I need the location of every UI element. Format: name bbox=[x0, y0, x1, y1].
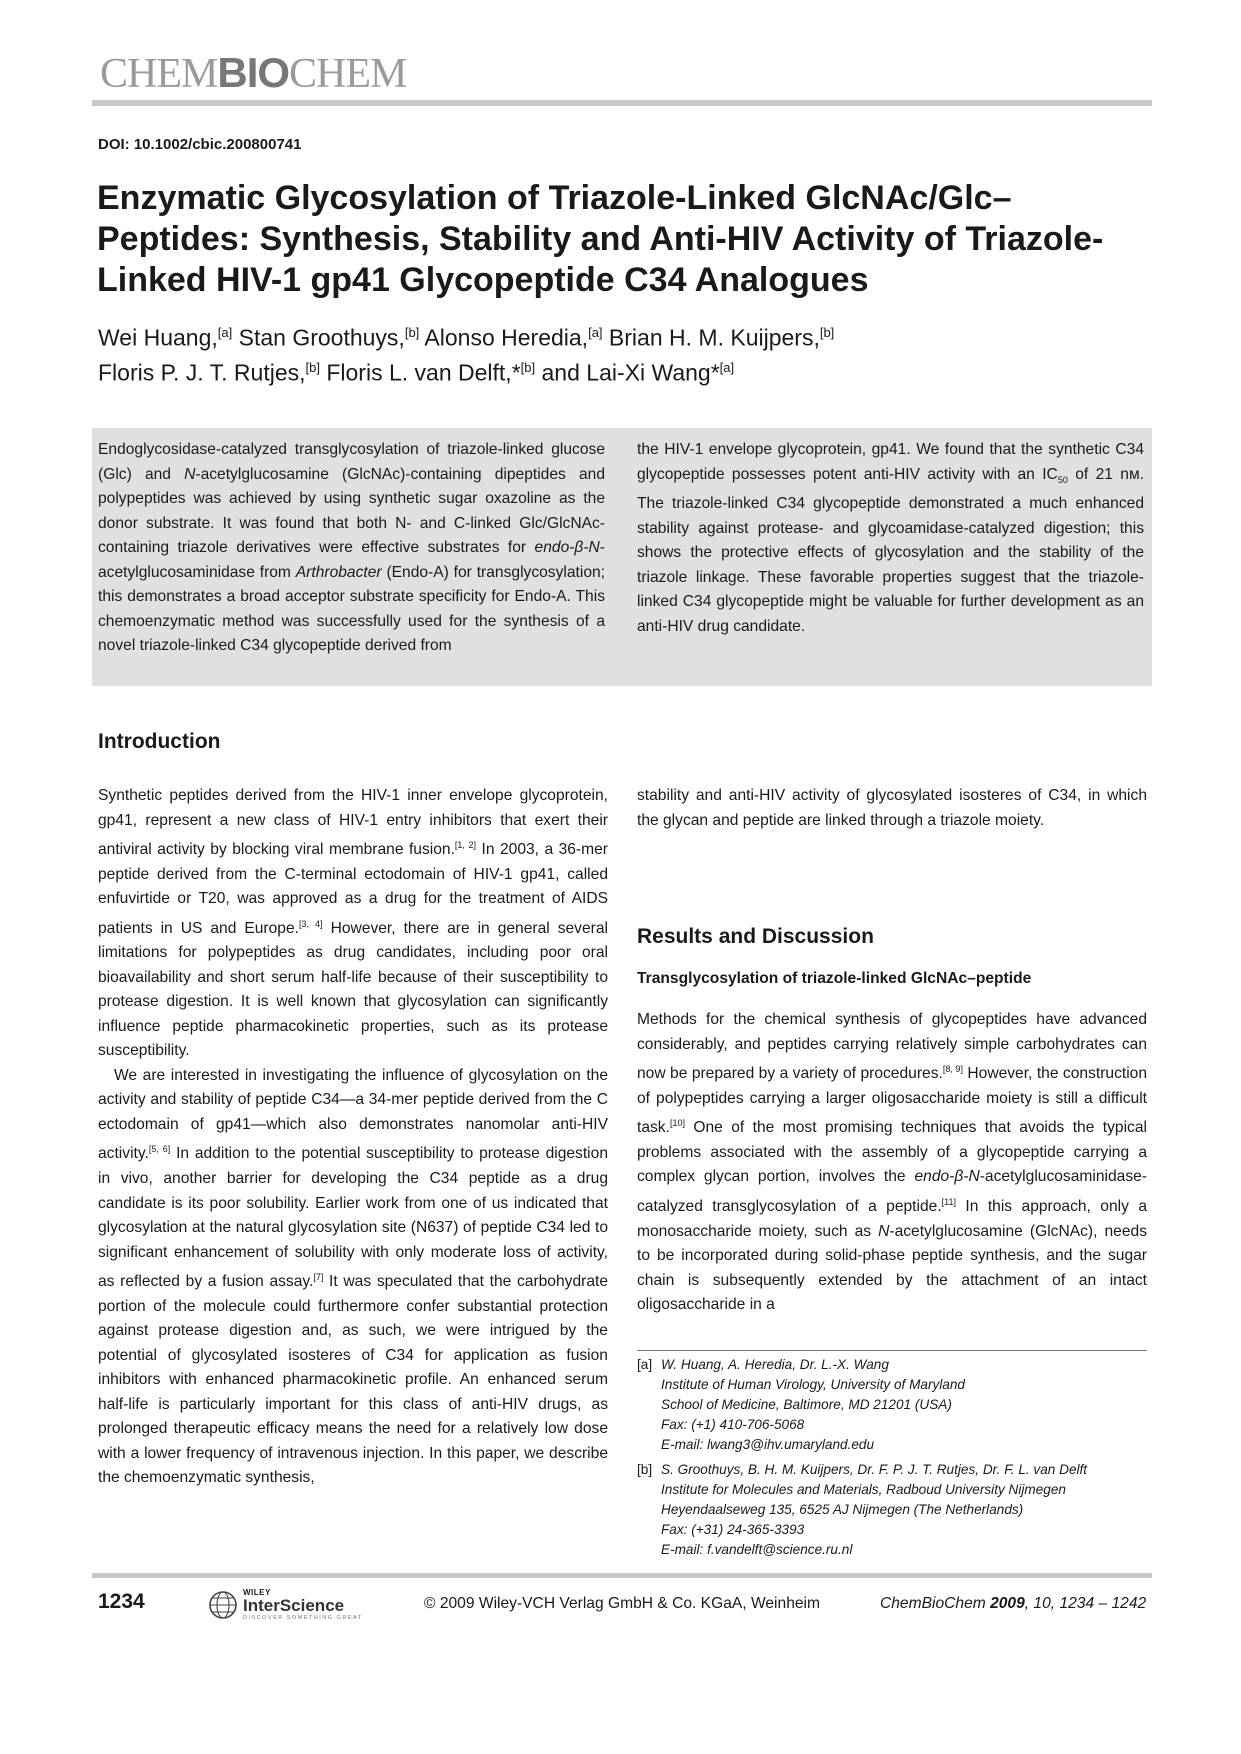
globe-icon bbox=[207, 1589, 239, 1621]
paragraph-italic: endo-β-N bbox=[914, 1168, 980, 1186]
author-name: Floris L. van Delft,* bbox=[319, 359, 521, 386]
journal-logo-part1: CHEM bbox=[100, 51, 218, 97]
affiliation-line: W. Huang, A. Heredia, Dr. L.-X. Wang bbox=[661, 1357, 889, 1372]
author-affiliation-mark: [b] bbox=[520, 359, 536, 375]
paragraph-text: However, there are in general several limitations for polypeptides as drug candidates, including poor oral bioavailability and short serum half-life because of their susceptibility to protease digestion. It is well known that glycosylation can significantly influence peptide pharmacokinetic properties, such as its protease susceptibility. bbox=[98, 919, 608, 1060]
affiliation-line: Fax: (+1) 410-706-5068 bbox=[661, 1417, 805, 1432]
affiliation-line: S. Groothuys, B. H. M. Kuijpers, Dr. F. P. J. T. Rutjes, Dr. F. L. van Delft bbox=[661, 1462, 1088, 1477]
paragraph-text: It was speculated that the carbohydrate portion of the molecule could furthermore confer substantial protection against protease digestion and, as such, we were intrigued by the potential of glycosylated isosteres of C34 for application as fusion inhibitors with enhanced pharmacokinetic profile. An enhanced serum half-life is particularly important for this class of anti-HIV drugs, as prolonged therapeutic efficacy means the need for a relatively low dose with a lower frequency of intravenous injection. In this paper, we describe the chemoenzymatic synthesis, bbox=[98, 1273, 608, 1487]
author-affiliation-mark: [b] bbox=[404, 325, 420, 340]
paragraph-text: One of the most promising techniques that avoids the typical problems associated with the assembly of a glycopeptide carrying a complex glycan portion, involves the bbox=[637, 1119, 1147, 1186]
publisher-small-name: WILEY bbox=[243, 1588, 271, 1597]
author-name: Wei Huang, bbox=[98, 324, 218, 351]
article-title: Enzymatic Glycosylation of Triazole-Linked GlcNAc/Glc–Peptides: Synthesis, Stability and Anti-HIV Activity of Triazole-Linked HIV-1 gp41 Glycopeptide C34 Analogues bbox=[97, 179, 1104, 299]
abstract-box bbox=[92, 428, 1152, 686]
paragraph-italic: N bbox=[878, 1222, 890, 1240]
citation-journal: ChemBioChem bbox=[880, 1595, 991, 1612]
paragraph-text: -acetylglucosamine (GlcNAc), needs to be incorporated during solid-phase peptide synthesis, and the sugar chain is subsequently extended by the attachment of an intact oligosaccharide in a bbox=[637, 1222, 1147, 1314]
citation-volume-pages: , 10, 1234 – 1242 bbox=[1024, 1595, 1147, 1612]
citation-link[interactable]: [5, 6] bbox=[148, 1144, 171, 1155]
abstract-text: Endoglycosidase-catalyzed transglycosylation of triazole-linked glucose (Glc) and bbox=[98, 441, 605, 483]
paragraph: stability and anti-HIV activity of glycosylated isosteres of C34, in which the glycan and peptide are linked through a triazole moiety. bbox=[637, 787, 1147, 829]
paragraph-text: -acetylglucosaminidase-catalyzed transglycosylation of a peptide. bbox=[637, 1168, 1147, 1216]
author-affiliation-mark: [a] bbox=[217, 325, 233, 340]
paragraph-text: However, the construction of polypeptides carrying a larger oligosaccharide moiety is still a difficult task. bbox=[637, 1065, 1148, 1137]
affiliation-rule bbox=[637, 1350, 1147, 1351]
body-column-right-top bbox=[637, 784, 1147, 833]
author-affiliation-mark: [a] bbox=[588, 325, 603, 340]
journal-logo-part3: CHEM bbox=[289, 51, 407, 97]
abstract-column-left bbox=[98, 438, 605, 659]
affiliation-line: Institute for Molecules and Materials, Radboud University Nijmegen bbox=[661, 1482, 1066, 1497]
author-affiliation-mark: [b] bbox=[305, 359, 320, 375]
journal-citation bbox=[880, 1595, 1146, 1613]
results-subheading: Transglycosylation of triazole-linked GlcNAc–peptide bbox=[637, 970, 1032, 987]
affiliation-line: Heyendaalseweg 135, 6525 AJ Nijmegen (The Netherlands) bbox=[661, 1502, 1024, 1517]
citation-link[interactable]: [3, 4] bbox=[298, 918, 323, 929]
page-number: 1234 bbox=[98, 1590, 145, 1613]
citation-year: 2009 bbox=[990, 1595, 1025, 1612]
copyright-notice: © 2009 Wiley-VCH Verlag GmbH & Co. KGaA, Weinheim bbox=[424, 1595, 820, 1612]
abstract-text: of 21 nм. The triazole-linked C34 glycopeptide demonstrated a much enhanced stability against protease- and glycoamidase-catalyzed digestion; this shows the protective effects of glycosylation and the stability of the triazole linkage. These favorable properties suggest that the triazole-linked C34 glycopeptide might be valuable for further development as an anti-HIV drug candidate. bbox=[637, 465, 1144, 635]
footer-rule bbox=[92, 1573, 1152, 1578]
author-affiliation-mark: [a] bbox=[719, 359, 735, 375]
paragraph-text: In addition to the potential susceptibility to protease digestion in vivo, another barrier for developing the C34 peptide as a drug candidate is its poor solubility. Earlier work from one of us indicated that glycosylation at the natural glycosylation site (N637) of peptide C34 led to significant enhancement of solubility with only moderate loss of activity, as reflected by a fusion assay. bbox=[98, 1145, 608, 1291]
affiliation-a bbox=[637, 1355, 1147, 1455]
journal-logo bbox=[100, 49, 407, 97]
paragraph-text: In this approach, only a monosaccharide moiety, such as bbox=[637, 1198, 1147, 1240]
header-rule bbox=[92, 100, 1152, 106]
publisher-logo bbox=[207, 1588, 377, 1622]
abstract-italic: N bbox=[184, 465, 196, 483]
affiliation-line: Fax: (+31) 24-365-3393 bbox=[661, 1522, 805, 1537]
affiliation-line: Institute of Human Virology, University of Maryland bbox=[661, 1377, 965, 1392]
paragraph bbox=[637, 1008, 1147, 1318]
author-name: and Lai-Xi Wang* bbox=[535, 359, 720, 386]
results-heading: Results and Discussion bbox=[637, 925, 874, 948]
doi[interactable]: DOI: 10.1002/cbic.200800741 bbox=[98, 136, 302, 153]
citation-link[interactable]: [1, 2] bbox=[454, 840, 477, 850]
abstract-text: (Endo-A) for transglycosylation; this demonstrates a broad acceptor substrate specificity for Endo-A. This chemoenzymatic method was successfully used for the synthesis of a novel triazole-linked C34 glycopeptide derived from bbox=[98, 563, 605, 654]
abstract-column-right bbox=[637, 438, 1144, 639]
author-name: Alonso Heredia, bbox=[419, 324, 589, 351]
author-name: Floris P. J. T. Rutjes, bbox=[98, 359, 306, 386]
citation-link[interactable]: [11] bbox=[941, 1196, 956, 1207]
body-column-right-results bbox=[637, 1008, 1147, 1318]
citation-link[interactable]: [7] bbox=[313, 1272, 324, 1283]
abstract-italic: endo-β-N bbox=[534, 539, 600, 556]
citation-link[interactable]: [8, 9] bbox=[942, 1064, 963, 1074]
citation-link[interactable]: [10] bbox=[669, 1118, 685, 1129]
paragraph bbox=[98, 1064, 608, 1491]
affiliation-line: School of Medicine, Baltimore, MD 21201 (USA) bbox=[661, 1397, 952, 1412]
paragraph-text: Synthetic peptides derived from the HIV-1 inner envelope glycoprotein, gp41, represent a new class of HIV-1 entry inhibitors that exert their antiviral activity by blocking viral membrane fusion. bbox=[98, 787, 608, 859]
author-name: Stan Groothuys, bbox=[232, 324, 405, 351]
paragraph-text: Methods for the chemical synthesis of glycopeptides have advanced considerably, and peptides carrying relatively simple carbohydrates can now be prepared by a variety of procedures. bbox=[637, 1011, 1147, 1083]
publisher-tagline: DISCOVER SOMETHING GREAT bbox=[243, 1615, 363, 1621]
journal-logo-part2: BIO bbox=[217, 49, 290, 96]
affiliation-tag: [b] bbox=[637, 1462, 653, 1477]
body-column-left bbox=[98, 784, 608, 1491]
introduction-heading: Introduction bbox=[98, 730, 221, 753]
author-list bbox=[98, 318, 1158, 387]
paragraph bbox=[98, 784, 608, 1064]
abstract-italic: Arthrobacter bbox=[295, 563, 382, 581]
abstract-text: -acetylglucosaminidase from bbox=[98, 539, 605, 581]
affiliation-tag: [a] bbox=[637, 1357, 653, 1372]
affiliation-email[interactable]: E-mail: lwang3@ihv.umaryland.edu bbox=[661, 1437, 875, 1452]
author-affiliation-mark: [b] bbox=[819, 325, 835, 340]
publisher-name: InterScience bbox=[243, 1596, 345, 1615]
affiliation-b bbox=[637, 1460, 1147, 1560]
paragraph-text: In 2003, a 36-mer peptide derived from the C-terminal ectodomain of HIV-1 gp41, called enfuvirtide or T20, was approved as a drug for the treatment of AIDS patients in US and Europe. bbox=[98, 841, 608, 937]
abstract-subscript: 50 bbox=[1057, 474, 1068, 485]
paragraph-text: We are interested in investigating the influence of glycosylation on the activity and stability of peptide C34—a 34-mer peptide derived from the C ectodomain of gp41—which also demonstrates nanomolar anti-HIV activity. bbox=[98, 1066, 608, 1163]
abstract-text: the HIV-1 envelope glycoprotein, gp41. We found that the synthetic C34 glycopeptide possesses potent anti-HIV activity with an IC bbox=[637, 441, 1144, 483]
author-name: Brian H. M. Kuijpers, bbox=[602, 324, 820, 351]
affiliation-email[interactable]: E-mail: f.vandelft@science.ru.nl bbox=[661, 1542, 853, 1557]
abstract-text: -acetylglucosamine (GlcNAc)-containing dipeptides and polypeptides was achieved by using synthetic sugar oxazoline as the donor substrate. It was found that both N- and C-linked Glc/GlcNAc-containing triazole derivatives were effective substrates for bbox=[98, 465, 605, 556]
